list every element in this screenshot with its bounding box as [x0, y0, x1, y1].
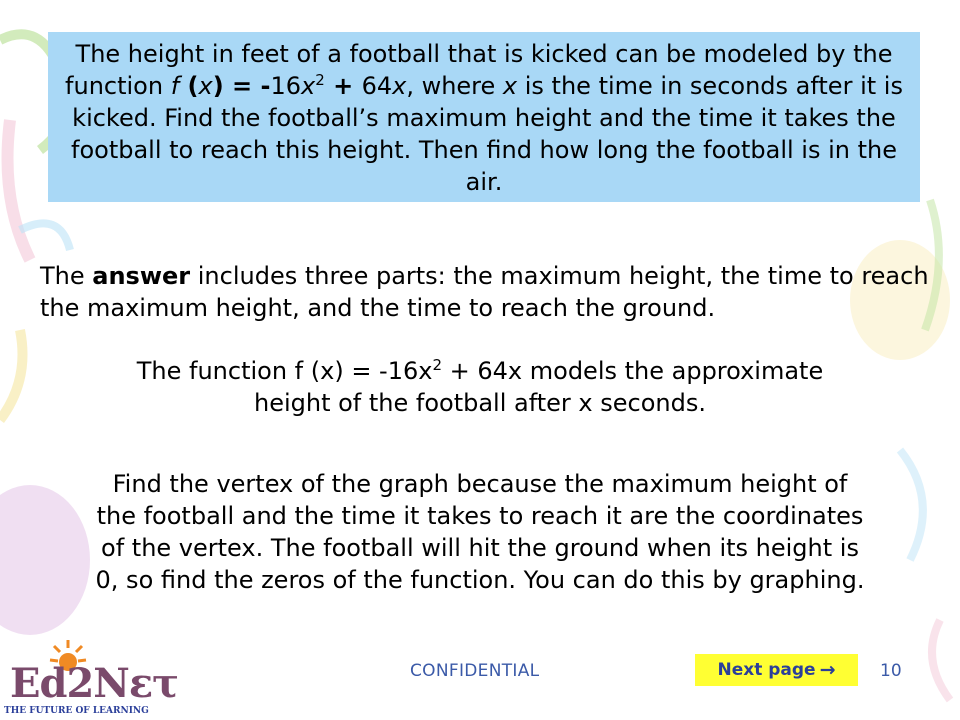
next-page-label: Next page [717, 660, 816, 680]
problem-text-part3: is the time in seconds after it is kicked. Find the football’s maximum height and the time it takes the football to reach this height. Then find how long the football is in the air. [71, 72, 903, 196]
coef: 16 [270, 72, 301, 100]
vertex-paragraph: Find the vertex of the graph because the maximum height of the football and the time it takes to reach it are the coordinates of the vertex. The football will hit the ground when its height is 0, so find the zeros of the function. You can do this by graphing. [95, 470, 865, 594]
next-page-button[interactable] [695, 654, 858, 686]
x-squared-var: x [300, 72, 316, 100]
problem-statement-box [48, 32, 920, 202]
func-paren-open: ( [179, 72, 199, 100]
answer-lead: The [40, 262, 93, 290]
exponent: 2 [315, 71, 325, 89]
answer-rest: includes three parts: the maximum height, the time to reach the maximum height, and the time to reach the ground. [40, 262, 929, 322]
term2-var: x [392, 72, 407, 100]
where-var: x [502, 72, 518, 100]
func-equals: ) = - [212, 72, 271, 100]
answer-bold: answer [92, 262, 191, 290]
term2-coef: 64 [361, 72, 393, 100]
function-after: + 64x models the approximate height of the football after x seconds. [253, 357, 824, 417]
function-exponent: 2 [432, 356, 443, 374]
problem-text-part2: , where [406, 72, 503, 100]
answer-paragraph [40, 260, 930, 324]
ed2net-logo [0, 636, 179, 720]
page-number: 10 [880, 661, 902, 681]
problem-text-part1: The height in feet of a football that is kicked can be modeled by the function [65, 40, 893, 100]
confidential-label: CONFIDENTIAL [410, 661, 540, 681]
logo-word: Ed2Nετ [10, 660, 179, 707]
plus-sign: + [324, 72, 362, 100]
arrow-right-icon: → [819, 659, 836, 681]
func-name: f [170, 72, 180, 100]
function-before: The function f (x) = -16x [136, 357, 433, 385]
function-paragraph [110, 355, 850, 419]
logo-tagline: THE FUTURE OF LEARNING [4, 706, 149, 716]
func-var: x [198, 72, 213, 100]
